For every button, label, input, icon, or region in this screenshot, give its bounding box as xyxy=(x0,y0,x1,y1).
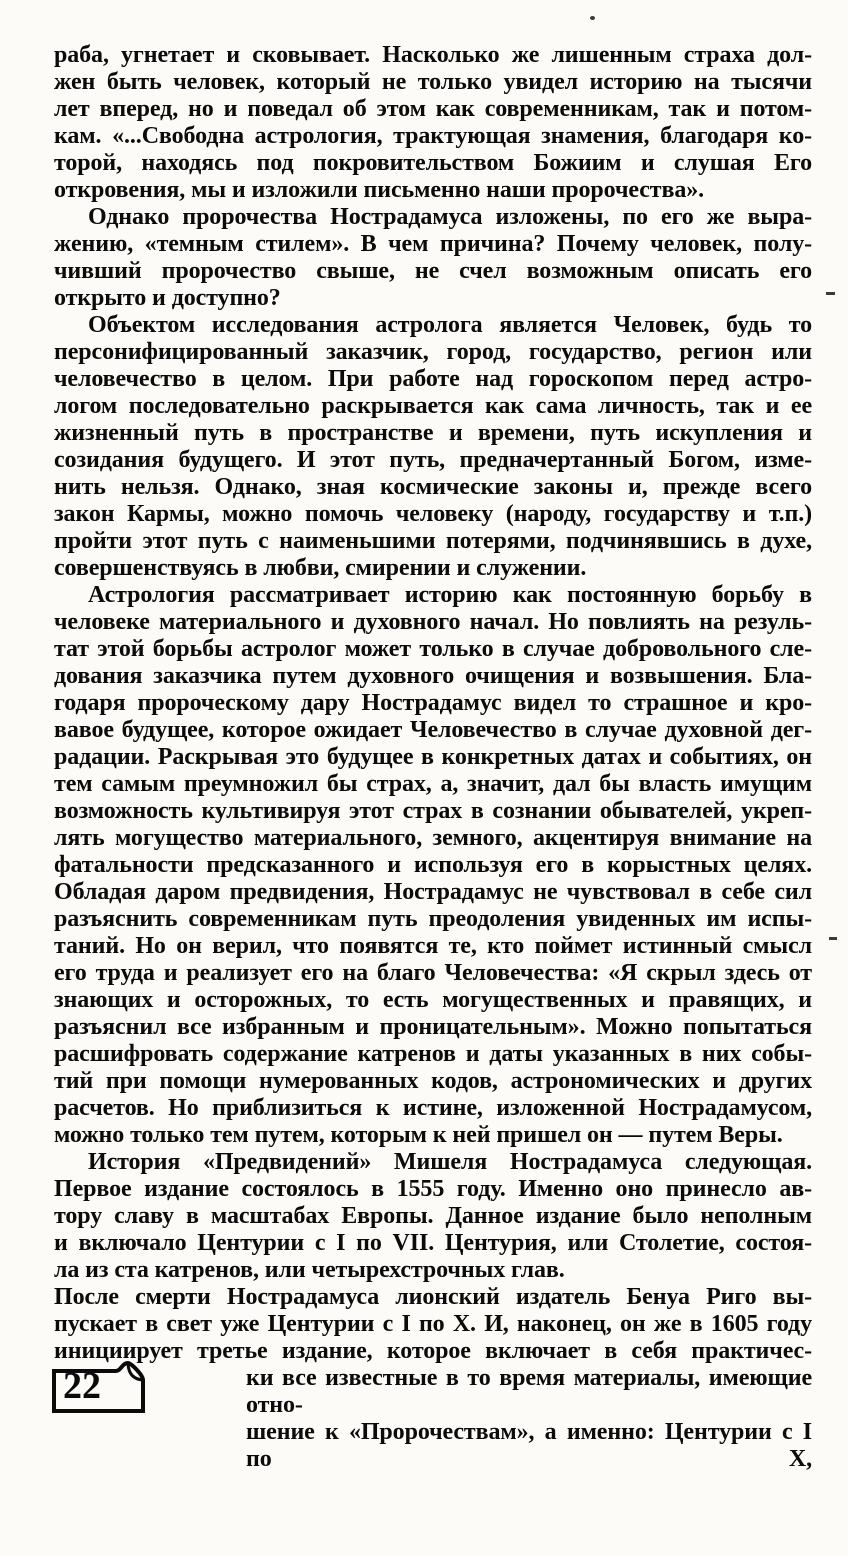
text-line: разъяснил все избранным и проницательным». Можно попытаться xyxy=(54,1014,812,1040)
text-line: тий при помощи нумерованных кодов, астрономических и других xyxy=(54,1068,812,1094)
text-line: знающих и осторожных, то есть могущественных и правящих, и xyxy=(54,987,812,1013)
text-line: пройти этот путь с наименьшими потерями, подчинявшись в духе, xyxy=(54,528,812,554)
text-line: дования заказчика путем духовного очищения и возвышения. Бла- xyxy=(54,663,812,689)
text-line: шение к «Пророчествам», а именно: Центурии с I по X, xyxy=(246,1419,812,1472)
text-line: открыто и доступно? xyxy=(54,285,281,311)
text-line: чивший пророчество свыше, не счел возможным описать его xyxy=(54,258,812,284)
text-line: Однако пророчества Нострадамуса изложены, по его же выра- xyxy=(88,204,812,230)
text-line: расшифровать содержание катренов и даты указанных в них собы- xyxy=(54,1041,812,1067)
text-line: человечество в целом. При работе над гороскопом перед астро- xyxy=(54,366,812,392)
text-line: жизненный путь в пространстве и времени, путь искупления и xyxy=(54,420,812,446)
text-line: лет вперед, но и поведал об этом как современникам, так и потом- xyxy=(54,96,812,122)
text-line: пускает в свет уже Центурии с I по X. И, наконец, он же в 1605 году xyxy=(54,1311,812,1337)
text-line: Астрология рассматривает историю как постоянную борьбу в xyxy=(88,582,812,608)
text-line: можно только тем путем, которым к ней пришел он — путем Веры. xyxy=(54,1122,783,1148)
text-line: После смерти Нострадамуса лионский издатель Бенуа Риго вы- xyxy=(54,1284,812,1310)
text-line: Обладая даром предвидения, Нострадамус не чувствовал в себе сил xyxy=(54,879,812,905)
page-number: 22 xyxy=(63,1365,101,1407)
text-line: кам. «...Свободна астрология, трактующая знамения, благодаря ко- xyxy=(54,123,812,149)
text-line: История «Предвидений» Мишеля Нострадамуса следующая. xyxy=(88,1149,812,1175)
page-number-badge xyxy=(50,1358,150,1416)
page-text xyxy=(54,42,812,1473)
text-line: фатальности предсказанного и используя его в корыстных целях. xyxy=(54,852,812,878)
text-line: Первое издание состоялось в 1555 году. Именно оно принесло ав- xyxy=(54,1176,812,1202)
text-line: таний. Но он верил, что появятся те, кто поймет истинный смысл xyxy=(54,933,812,959)
text-line: его труда и реализует его на благо Человечества: «Я скрыл здесь от xyxy=(54,960,812,986)
text-line: возможность культивируя этот страх в сознании обывателей, укреп- xyxy=(54,798,812,824)
text-line: радации. Раскрывая это будущее в конкретных датах и событиях, он xyxy=(54,744,812,770)
text-line: тем самым преумножил бы страх, а, значит, дал бы власть имущим xyxy=(54,771,812,797)
text-line: расчетов. Но приблизиться к истине, изложенной Нострадамусом, xyxy=(54,1095,812,1121)
text-line: годаря пророческому дару Нострадамус видел то страшное и кро- xyxy=(54,690,812,716)
scan-artifact xyxy=(829,937,837,940)
text-line: разъяснить современникам путь преодоления увиденных им испы- xyxy=(54,906,812,932)
text-line: тат этой борьбы астролог может только в случае добровольного сле- xyxy=(54,636,812,662)
text-line: инициирует третье издание, которое включает в себя практичес- xyxy=(54,1338,812,1364)
text-line: персонифицированный заказчик, город, государство, регион или xyxy=(54,339,812,365)
text-line: лять могущество материального, земного, акцентируя внимание на xyxy=(54,825,812,851)
scan-artifact xyxy=(826,292,835,295)
text-line: откровения, мы и изложили письменно наши пророчества». xyxy=(54,177,705,203)
text-line: торой, находясь под покровительством Божиим и слушая Его xyxy=(54,150,812,176)
text-line: совершенствуясь в любви, смирении и служении. xyxy=(54,555,587,581)
text-line: вавое будущее, которое ожидает Человечество в случае духовной дег- xyxy=(54,717,812,743)
text-line: и включало Центурии с I по VII. Центурия, или Столетие, состоя- xyxy=(54,1230,812,1256)
text-line: жен быть человек, который не только увидел историю на тысячи xyxy=(54,69,812,95)
text-line: жению, «темным стилем». В чем причина? Почему человек, полу- xyxy=(54,231,812,257)
text-line: логом последовательно раскрывается как сама личность, так и ее xyxy=(54,393,812,419)
text-line: Объектом исследования астролога является Человек, будь то xyxy=(88,312,812,338)
text-line: закон Кармы, можно помочь человеку (народу, государству и т.п.) xyxy=(54,501,812,527)
text-line: человеке материального и духовного начал. Но повлиять на резуль- xyxy=(54,609,812,635)
text-line: тору славу в масштабах Европы. Данное издание было неполным xyxy=(54,1203,812,1229)
text-line: ки все известные в то время материалы, имеющие отно- xyxy=(246,1365,812,1418)
scan-artifact xyxy=(590,16,595,20)
text-line: нить нельзя. Однако, зная космические законы и, прежде всего xyxy=(54,474,812,500)
text-line: раба, угнетает и сковывает. Насколько же лишенным страха дол- xyxy=(54,42,812,68)
text-line: ла из ста катренов, или четырехстрочных глав. xyxy=(54,1257,565,1283)
text-line: созидания будущего. И этот путь, предначертанный Богом, изме- xyxy=(54,447,812,473)
